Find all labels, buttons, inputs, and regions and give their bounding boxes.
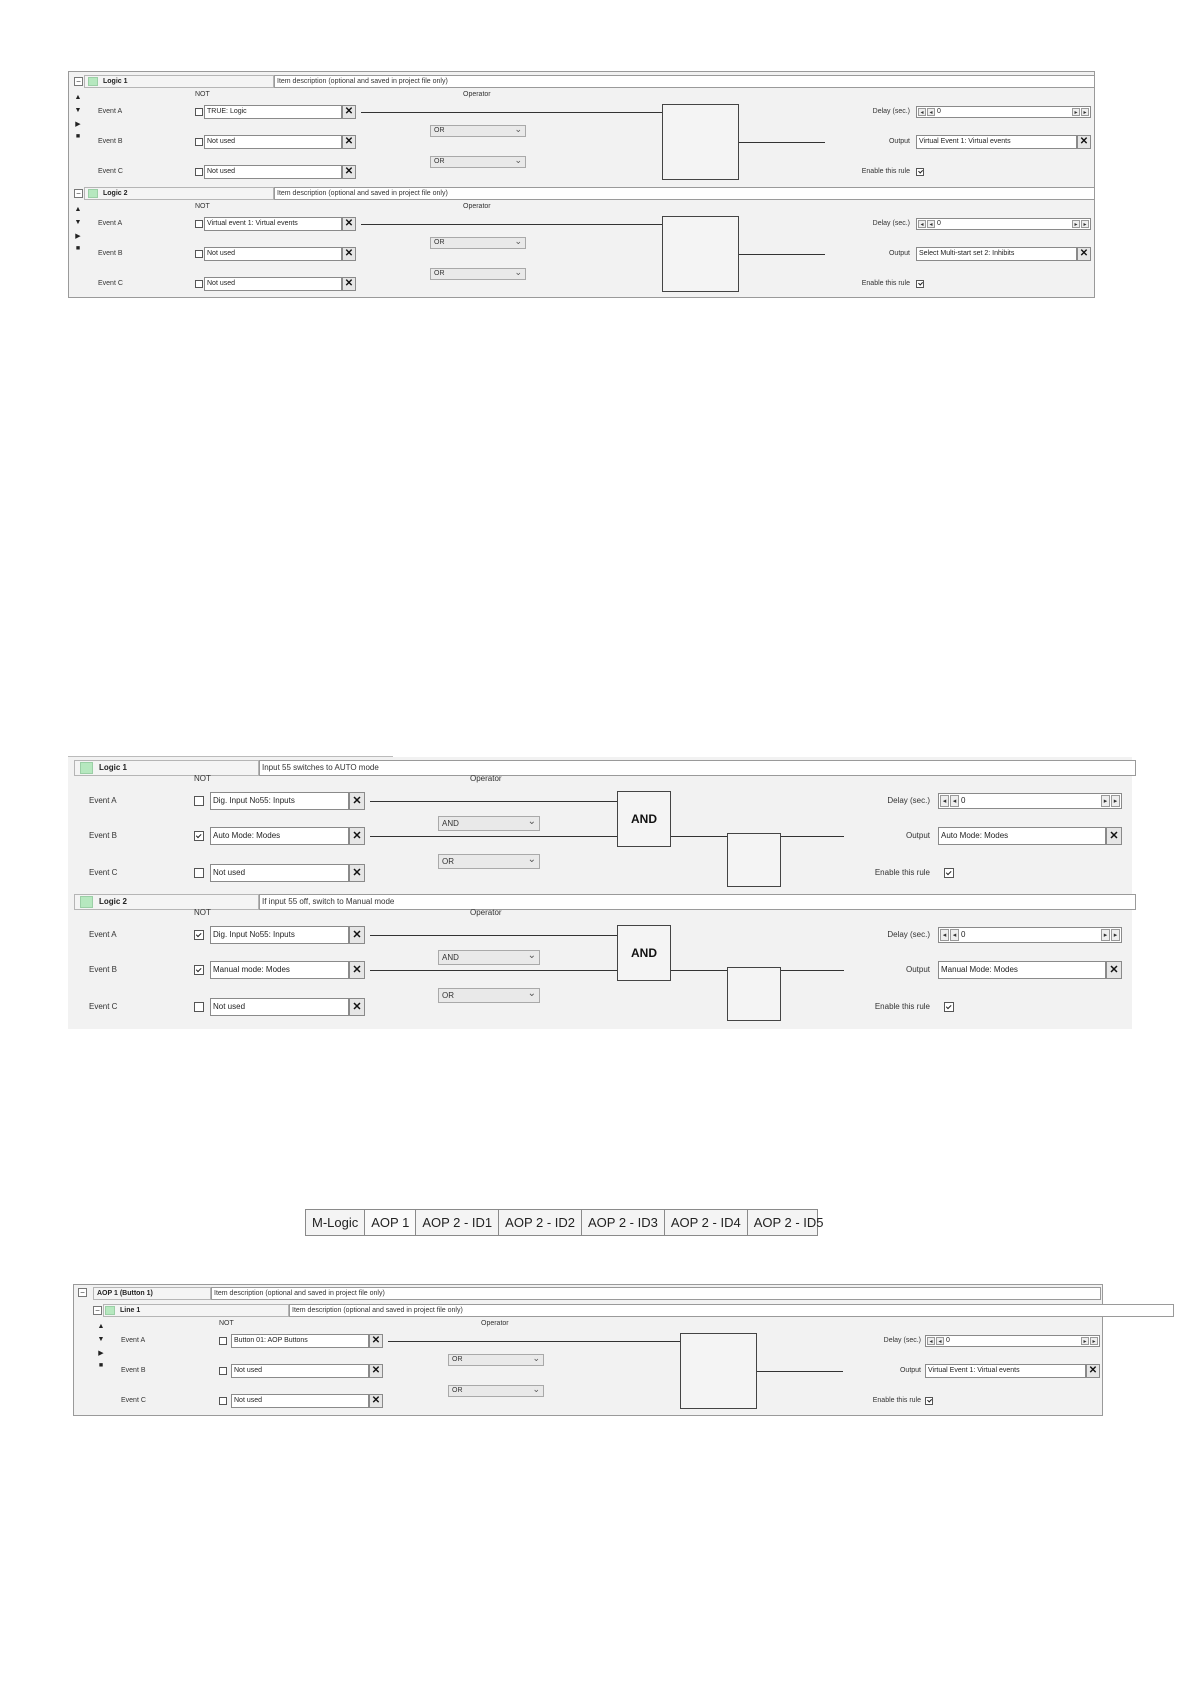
increment-icon[interactable]: ▸: [1090, 1337, 1098, 1345]
enable-rule-label: Enable this rule: [874, 868, 930, 877]
clear-output-icon[interactable]: ✕: [1106, 827, 1122, 845]
enable-rule-checkbox[interactable]: [925, 1397, 933, 1405]
decrement-icon[interactable]: ◂: [918, 108, 926, 116]
output-select-field[interactable]: Select Multi-start set 2: Inhibits: [916, 247, 1077, 261]
event-select-field[interactable]: Manual mode: Modes: [210, 961, 349, 979]
output-line: [739, 142, 825, 143]
not-checkbox[interactable]: [194, 868, 204, 878]
aop-group-description-field[interactable]: Item description (optional and saved in project file only): [211, 1287, 1101, 1300]
clear-icon[interactable]: ✕: [342, 165, 356, 179]
move-down-icon[interactable]: ▼: [74, 219, 82, 226]
connector-line: [388, 1341, 680, 1342]
operator-value: OR: [442, 991, 454, 1000]
event-label: Event A: [89, 930, 117, 939]
operator-column-label: Operator: [470, 908, 502, 917]
connector-line: [671, 836, 727, 837]
not-column-label: NOT: [219, 1320, 234, 1327]
chevron-down-icon: ⌄: [527, 854, 536, 865]
clear-icon[interactable]: ✕: [342, 247, 356, 261]
enable-rule-checkbox[interactable]: [916, 168, 924, 176]
chevron-down-icon: ⌄: [527, 816, 536, 827]
operator-dropdown[interactable]: [438, 988, 540, 1003]
tab-aop-2-id4[interactable]: AOP 2 - ID4: [665, 1210, 748, 1235]
event-select-field[interactable]: Auto Mode: Modes: [210, 827, 349, 845]
event-select-field[interactable]: Not used: [204, 165, 342, 179]
or-gate-box: [727, 967, 781, 1021]
clear-icon[interactable]: ✕: [369, 1334, 383, 1348]
operator-value: AND: [442, 819, 459, 828]
delay-label: Delay (sec.): [872, 219, 910, 227]
event-select-field[interactable]: Not used: [204, 247, 342, 261]
clear-output-icon[interactable]: ✕: [1086, 1364, 1100, 1378]
p1-rule-2-description-field[interactable]: Item description (optional and saved in project file only): [274, 187, 1095, 200]
step-back-icon[interactable]: ◂: [927, 220, 935, 228]
delete-rule-icon[interactable]: ■: [75, 245, 81, 252]
event-label: Event A: [98, 107, 123, 115]
operator-value: OR: [434, 158, 445, 165]
increment-icon[interactable]: ▸: [1081, 220, 1089, 228]
delay-label: Delay (sec.): [887, 796, 930, 805]
and-gate-box: AND: [617, 925, 671, 981]
operator-dropdown[interactable]: [438, 816, 540, 831]
decrement-icon[interactable]: ◂: [940, 929, 949, 941]
connector-line: [370, 970, 617, 971]
delay-label: Delay (sec.): [872, 107, 910, 115]
not-column-label: NOT: [195, 203, 210, 210]
delay-spinner[interactable]: [938, 927, 1122, 943]
event-select-field[interactable]: Not used: [204, 135, 342, 149]
chevron-down-icon: ⌄: [514, 155, 522, 165]
delay-value: 0: [937, 108, 941, 115]
enable-rule-label: Enable this rule: [872, 1396, 921, 1404]
event-label: Event C: [89, 868, 118, 877]
decrement-icon[interactable]: ◂: [940, 795, 949, 807]
output-select-field[interactable]: Virtual Event 1: Virtual events: [916, 135, 1077, 149]
not-checkbox[interactable]: [194, 1002, 204, 1012]
output-select-field[interactable]: Virtual Event 1: Virtual events: [925, 1364, 1086, 1378]
chevron-down-icon: ⌄: [527, 950, 536, 961]
tab-m-logic[interactable]: M-Logic: [306, 1210, 365, 1235]
clear-icon[interactable]: ✕: [342, 105, 356, 119]
operator-value: OR: [442, 857, 454, 866]
operator-dropdown[interactable]: [430, 125, 526, 137]
or-gate-box: [727, 833, 781, 887]
step-forward-icon[interactable]: ▸: [1072, 108, 1080, 116]
chevron-down-icon: ⌄: [532, 1353, 540, 1363]
delete-rule-icon[interactable]: ■: [98, 1362, 104, 1369]
p2-rule-2-description-field[interactable]: If input 55 off, switch to Manual mode: [259, 894, 1136, 910]
collapse-icon[interactable]: −: [74, 189, 83, 198]
event-select-field[interactable]: TRUE: Logic: [204, 105, 342, 119]
operator-value: OR: [452, 1356, 463, 1363]
logic-gate-box: [662, 104, 739, 180]
event-label: Event A: [89, 796, 117, 805]
tab-aop-2-id5[interactable]: AOP 2 - ID5: [753, 1215, 824, 1230]
step-forward-icon[interactable]: ▸: [1072, 220, 1080, 228]
step-forward-icon[interactable]: ▸: [1101, 929, 1110, 941]
operator-dropdown[interactable]: [448, 1354, 544, 1366]
event-label: Event B: [121, 1366, 146, 1374]
connector-line: [671, 970, 727, 971]
event-label: Event A: [121, 1336, 146, 1344]
event-select-field[interactable]: Not used: [210, 998, 349, 1016]
event-label: Event B: [98, 137, 123, 145]
not-checkbox[interactable]: [195, 280, 203, 288]
p2-rule-1-color-square: [80, 762, 93, 774]
tab-aop-2-id3[interactable]: AOP 2 - ID3: [582, 1210, 665, 1235]
delay-value: 0: [961, 796, 966, 805]
p1-rule-1-color-square: [88, 77, 98, 86]
not-checkbox[interactable]: [195, 168, 203, 176]
p2-rule-1-title: Logic 1: [99, 763, 128, 772]
operator-value: OR: [434, 239, 445, 246]
move-up-icon[interactable]: ▲: [74, 94, 82, 101]
connector-line: [361, 112, 662, 113]
step-back-icon[interactable]: ◂: [936, 1337, 944, 1345]
operator-dropdown[interactable]: [438, 950, 540, 965]
not-checkbox[interactable]: [194, 831, 204, 841]
move-right-icon[interactable]: ▶: [98, 1350, 104, 1357]
clear-icon[interactable]: ✕: [369, 1364, 383, 1378]
not-checkbox[interactable]: [194, 796, 204, 806]
enable-rule-label: Enable this rule: [861, 279, 910, 287]
chevron-down-icon: ⌄: [532, 1384, 540, 1394]
operator-value: OR: [434, 270, 445, 277]
increment-icon[interactable]: ▸: [1081, 108, 1089, 116]
event-select-field[interactable]: Button 01: AOP Buttons: [231, 1334, 369, 1348]
operator-column-label: Operator: [470, 774, 502, 783]
event-label: Event B: [89, 965, 118, 974]
collapse-group-icon[interactable]: −: [78, 1288, 87, 1297]
not-checkbox[interactable]: [195, 138, 203, 146]
delay-label: Delay (sec.): [883, 1336, 921, 1344]
not-checkbox[interactable]: [195, 220, 203, 228]
move-right-icon[interactable]: ▶: [75, 233, 81, 240]
operator-dropdown[interactable]: [430, 237, 526, 249]
event-label: Event C: [98, 279, 123, 287]
clear-icon[interactable]: ✕: [349, 961, 365, 979]
output-label: Output: [905, 831, 930, 840]
collapse-icon[interactable]: −: [93, 1306, 102, 1315]
step-forward-icon[interactable]: ▸: [1081, 1337, 1089, 1345]
enable-rule-checkbox[interactable]: [944, 868, 954, 878]
connector-line: [370, 836, 617, 837]
not-column-label: NOT: [194, 774, 211, 783]
operator-dropdown[interactable]: [438, 854, 540, 869]
tab-strip: [305, 1209, 824, 1236]
delay-value: 0: [961, 930, 966, 939]
event-label: Event C: [89, 1002, 118, 1011]
output-label: Output: [905, 965, 930, 974]
connector-line: [370, 801, 617, 802]
not-column-label: NOT: [194, 908, 211, 917]
move-down-icon[interactable]: ▼: [97, 1336, 105, 1343]
event-label: Event B: [98, 249, 123, 257]
clear-output-icon[interactable]: ✕: [1106, 961, 1122, 979]
output-label: Output: [899, 1366, 921, 1374]
p1-rule-2-color-square: [88, 189, 98, 198]
output-line: [781, 836, 844, 837]
operator-dropdown[interactable]: [430, 156, 526, 168]
event-label: Event C: [98, 167, 123, 175]
and-gate-box: AND: [617, 791, 671, 847]
aop-group-title: AOP 1 (Button 1): [97, 1290, 153, 1297]
delay-spinner[interactable]: [938, 793, 1122, 809]
chevron-down-icon: ⌄: [514, 124, 522, 134]
delay-spinner[interactable]: [925, 1335, 1100, 1347]
tab-aop-2-id2[interactable]: AOP 2 - ID2: [499, 1210, 582, 1235]
not-checkbox[interactable]: [219, 1397, 227, 1405]
p3-rule-1-title: Line 1: [120, 1307, 141, 1314]
move-down-icon[interactable]: ▼: [74, 107, 82, 114]
decrement-icon[interactable]: ◂: [918, 220, 926, 228]
operator-column-label: Operator: [463, 203, 491, 210]
clear-icon[interactable]: ✕: [349, 864, 365, 882]
output-line: [781, 970, 844, 971]
enable-rule-label: Enable this rule: [874, 1002, 930, 1011]
not-checkbox[interactable]: [219, 1367, 227, 1375]
step-back-icon[interactable]: ◂: [950, 795, 959, 807]
operator-value: AND: [442, 953, 459, 962]
collapse-icon[interactable]: −: [74, 77, 83, 86]
not-column-label: NOT: [195, 91, 210, 98]
logic-gate-box: [662, 216, 739, 292]
output-select-field[interactable]: Manual Mode: Modes: [938, 961, 1106, 979]
event-select-field[interactable]: Dig. Input No55: Inputs: [210, 926, 349, 944]
not-checkbox[interactable]: [194, 930, 204, 940]
clear-icon[interactable]: ✕: [342, 277, 356, 291]
p1-rule-2-title: Logic 2: [103, 190, 128, 197]
p2-rule-1-description-field[interactable]: Input 55 switches to AUTO mode: [259, 760, 1136, 776]
operator-value: OR: [452, 1387, 463, 1394]
move-up-icon[interactable]: ▲: [74, 206, 82, 213]
delay-value: 0: [937, 220, 941, 227]
clear-icon[interactable]: ✕: [349, 926, 365, 944]
clear-icon[interactable]: ✕: [349, 998, 365, 1016]
event-label: Event C: [121, 1396, 146, 1404]
event-select-field[interactable]: Dig. Input No55: Inputs: [210, 792, 349, 810]
chevron-down-icon: ⌄: [514, 236, 522, 246]
event-select-field[interactable]: Not used: [210, 864, 349, 882]
operator-dropdown[interactable]: [448, 1385, 544, 1397]
step-forward-icon[interactable]: ▸: [1101, 795, 1110, 807]
event-label: Event A: [98, 219, 123, 227]
output-line: [757, 1371, 843, 1372]
tab-aop-2-id1[interactable]: AOP 2 - ID1: [416, 1210, 499, 1235]
logic-gate-box: [680, 1333, 757, 1409]
clear-icon[interactable]: ✕: [342, 217, 356, 231]
not-checkbox[interactable]: [195, 250, 203, 258]
move-up-icon[interactable]: ▲: [97, 1323, 105, 1330]
clear-icon[interactable]: ✕: [369, 1394, 383, 1408]
delay-spinner[interactable]: [916, 106, 1091, 118]
p1-rule-1-title: Logic 1: [103, 78, 128, 85]
enable-rule-checkbox[interactable]: [916, 280, 924, 288]
delay-value: 0: [946, 1337, 950, 1344]
event-label: Event B: [89, 831, 118, 840]
connector-line: [370, 935, 617, 936]
delete-rule-icon[interactable]: ■: [75, 133, 81, 140]
clear-icon[interactable]: ✕: [349, 792, 365, 810]
operator-dropdown[interactable]: [430, 268, 526, 280]
operator-column-label: Operator: [463, 91, 491, 98]
output-label: Output: [888, 137, 910, 145]
not-checkbox[interactable]: [194, 965, 204, 975]
operator-value: OR: [434, 127, 445, 134]
increment-icon[interactable]: ▸: [1111, 795, 1120, 807]
not-checkbox[interactable]: [195, 108, 203, 116]
p2-rule-2-color-square: [80, 896, 93, 908]
chevron-down-icon: ⌄: [514, 267, 522, 277]
p2-rule-2-title: Logic 2: [99, 897, 128, 906]
increment-icon[interactable]: ▸: [1111, 929, 1120, 941]
connector-line: [361, 224, 662, 225]
p3-rule-1-description-field[interactable]: Item description (optional and saved in project file only): [289, 1304, 1174, 1317]
delay-label: Delay (sec.): [887, 930, 930, 939]
clear-output-icon[interactable]: ✕: [1077, 247, 1091, 261]
enable-rule-label: Enable this rule: [861, 167, 910, 175]
clear-icon[interactable]: ✕: [349, 827, 365, 845]
p1-rule-1-description-field[interactable]: Item description (optional and saved in project file only): [274, 75, 1095, 88]
output-line: [739, 254, 825, 255]
decrement-icon[interactable]: ◂: [927, 1337, 935, 1345]
move-right-icon[interactable]: ▶: [75, 121, 81, 128]
p3-rule-1-color-square: [105, 1306, 115, 1315]
clear-icon[interactable]: ✕: [342, 135, 356, 149]
tab-aop-1[interactable]: AOP 1: [365, 1210, 416, 1235]
event-select-field[interactable]: Not used: [204, 277, 342, 291]
output-select-field[interactable]: Auto Mode: Modes: [938, 827, 1106, 845]
output-label: Output: [888, 249, 910, 257]
event-select-field[interactable]: Virtual event 1: Virtual events: [204, 217, 342, 231]
delay-spinner[interactable]: [916, 218, 1091, 230]
clear-output-icon[interactable]: ✕: [1077, 135, 1091, 149]
step-back-icon[interactable]: ◂: [927, 108, 935, 116]
chevron-down-icon: ⌄: [527, 988, 536, 999]
operator-column-label: Operator: [481, 1320, 509, 1327]
event-select-field[interactable]: Not used: [231, 1364, 369, 1378]
enable-rule-checkbox[interactable]: [944, 1002, 954, 1012]
event-select-field[interactable]: Not used: [231, 1394, 369, 1408]
step-back-icon[interactable]: ◂: [950, 929, 959, 941]
not-checkbox[interactable]: [219, 1337, 227, 1345]
